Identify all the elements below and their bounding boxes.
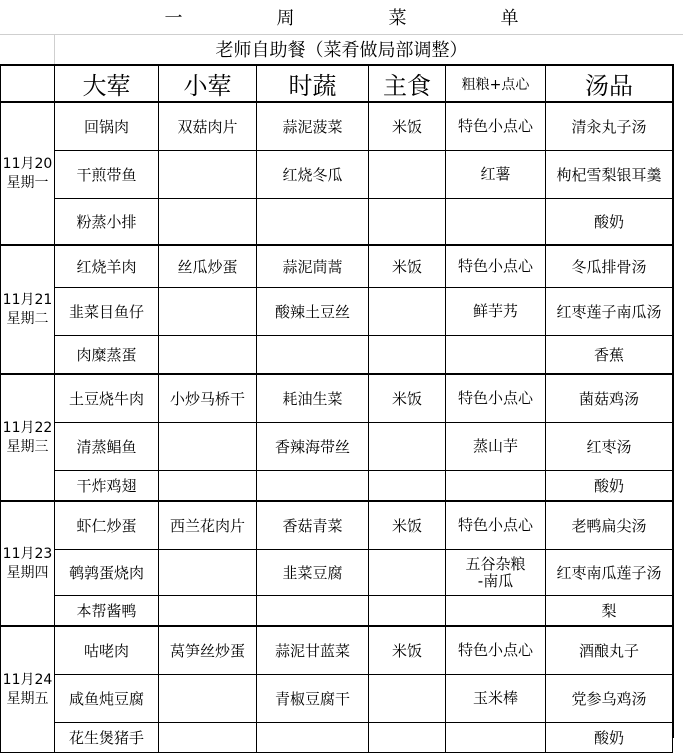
cell-soup[interactable]: 清汆丸子汤 bbox=[546, 102, 673, 151]
cell-main-meat[interactable]: 干炸鸡翅 bbox=[55, 471, 159, 502]
cell-soup[interactable]: 冬瓜排骨汤 bbox=[546, 245, 673, 288]
table-row bbox=[1, 151, 673, 199]
menu-table bbox=[0, 64, 673, 753]
cell-main-meat[interactable]: 红烧羊肉 bbox=[55, 245, 159, 288]
cell-grain-snack[interactable] bbox=[446, 336, 546, 375]
header-staple[interactable]: 主食 bbox=[369, 65, 446, 102]
cell-staple[interactable]: 米饭 bbox=[369, 102, 446, 151]
cell-grain-snack[interactable]: 红薯 bbox=[446, 151, 546, 199]
cell-staple[interactable] bbox=[369, 151, 446, 199]
cell-grain-snack[interactable]: 特色小点心 bbox=[446, 102, 546, 151]
cell-staple[interactable] bbox=[369, 550, 446, 596]
cell-main-meat[interactable]: 清蒸鲳鱼 bbox=[55, 423, 159, 471]
cell-vegetable[interactable] bbox=[257, 336, 369, 375]
cell-main-meat[interactable]: 花生煲猪手 bbox=[55, 723, 159, 753]
day-cell[interactable] bbox=[1, 102, 55, 245]
cell-main-meat[interactable]: 咸鱼炖豆腐 bbox=[55, 675, 159, 723]
header-day[interactable] bbox=[1, 65, 55, 102]
cell-vegetable[interactable] bbox=[257, 596, 369, 627]
cell-grain-snack[interactable] bbox=[446, 471, 546, 502]
cell-staple[interactable] bbox=[369, 199, 446, 246]
cell-grain-snack[interactable]: 特色小点心 bbox=[446, 374, 546, 423]
cell-staple[interactable]: 米饭 bbox=[369, 501, 446, 550]
cell-soup[interactable]: 酸奶 bbox=[546, 723, 673, 753]
cell-staple[interactable] bbox=[369, 288, 446, 336]
cell-minor-meat[interactable]: 小炒马桥干 bbox=[159, 374, 257, 423]
cell-staple[interactable] bbox=[369, 471, 446, 502]
table-row bbox=[1, 675, 673, 723]
day-cell[interactable] bbox=[1, 374, 55, 501]
header-soup[interactable]: 汤品 bbox=[546, 65, 673, 102]
cell-vegetable[interactable]: 香辣海带丝 bbox=[257, 423, 369, 471]
day-weekday: 星期四 bbox=[6, 564, 49, 581]
cell-minor-meat[interactable] bbox=[159, 550, 257, 596]
cell-minor-meat[interactable] bbox=[159, 471, 257, 502]
header-vegetable[interactable]: 时蔬 bbox=[257, 65, 369, 102]
header-row bbox=[1, 65, 673, 102]
table-row bbox=[1, 245, 673, 288]
table-row bbox=[1, 501, 673, 550]
cell-soup[interactable]: 枸杞雪梨银耳羹 bbox=[546, 151, 673, 199]
table-row bbox=[1, 550, 673, 596]
cell-vegetable[interactable] bbox=[257, 471, 369, 502]
cell-vegetable[interactable]: 蒜泥甘蓝菜 bbox=[257, 626, 369, 675]
header-minor-meat[interactable]: 小荤 bbox=[159, 65, 257, 102]
cell-soup[interactable]: 酸奶 bbox=[546, 471, 673, 502]
table-row bbox=[1, 423, 673, 471]
cell-staple[interactable] bbox=[369, 336, 446, 375]
day-date: 11月20 bbox=[2, 155, 53, 172]
day-date: 11月24 bbox=[2, 671, 53, 688]
cell-minor-meat[interactable] bbox=[159, 423, 257, 471]
table-row bbox=[1, 374, 673, 423]
table-row bbox=[1, 199, 673, 246]
day-weekday: 星期五 bbox=[6, 690, 49, 707]
table-row bbox=[1, 596, 673, 627]
cell-vegetable[interactable]: 青椒豆腐干 bbox=[257, 675, 369, 723]
cell-vegetable[interactable]: 蒜泥菠菜 bbox=[257, 102, 369, 151]
cell-vegetable[interactable]: 耗油生菜 bbox=[257, 374, 369, 423]
cell-main-meat[interactable]: 韭菜目鱼仔 bbox=[55, 288, 159, 336]
day-date: 11月23 bbox=[2, 545, 53, 562]
day-date: 11月21 bbox=[2, 291, 53, 308]
cell-minor-meat[interactable] bbox=[159, 288, 257, 336]
cell-grain-snack[interactable]: 特色小点心 bbox=[446, 626, 546, 675]
cell-main-meat[interactable]: 虾仁炒蛋 bbox=[55, 501, 159, 550]
cell-staple[interactable]: 米饭 bbox=[369, 245, 446, 288]
cell-vegetable[interactable]: 蒜泥茼蒿 bbox=[257, 245, 369, 288]
page-subtitle: 老师自助餐（菜肴做局部调整） bbox=[215, 40, 468, 61]
cell-staple[interactable]: 米饭 bbox=[369, 374, 446, 423]
cell-vegetable[interactable]: 酸辣土豆丝 bbox=[257, 288, 369, 336]
cell-minor-meat[interactable]: 丝瓜炒蛋 bbox=[159, 245, 257, 288]
cell-soup[interactable]: 红枣莲子南瓜汤 bbox=[546, 288, 673, 336]
cell-minor-meat[interactable] bbox=[159, 596, 257, 627]
cell-grain-snack[interactable]: 玉米棒 bbox=[446, 675, 546, 723]
cell-soup[interactable]: 红枣南瓜莲子汤 bbox=[546, 550, 673, 596]
table-row bbox=[1, 626, 673, 675]
cell-main-meat[interactable]: 回锅肉 bbox=[55, 102, 159, 151]
cell-minor-meat[interactable] bbox=[159, 151, 257, 199]
cell-grain-snack[interactable] bbox=[446, 596, 546, 627]
table-row bbox=[1, 336, 673, 375]
cell-minor-meat[interactable] bbox=[159, 675, 257, 723]
cell-vegetable[interactable]: 韭菜豆腐 bbox=[257, 550, 369, 596]
cell-staple[interactable]: 米饭 bbox=[369, 626, 446, 675]
table-row bbox=[1, 471, 673, 502]
day-cell[interactable] bbox=[1, 626, 55, 753]
cell-vegetable[interactable]: 红烧冬瓜 bbox=[257, 151, 369, 199]
cell-minor-meat[interactable] bbox=[159, 199, 257, 246]
cell-main-meat[interactable]: 肉糜蒸蛋 bbox=[55, 336, 159, 375]
day-cell[interactable] bbox=[1, 501, 55, 626]
cell-soup[interactable]: 酸奶 bbox=[546, 199, 673, 246]
cell-minor-meat[interactable] bbox=[159, 336, 257, 375]
cell-main-meat[interactable]: 本帮酱鸭 bbox=[55, 596, 159, 627]
cell-main-meat[interactable]: 干煎带鱼 bbox=[55, 151, 159, 199]
cell-staple[interactable] bbox=[369, 675, 446, 723]
cell-grain-snack[interactable]: 特色小点心 bbox=[446, 501, 546, 550]
day-weekday: 星期一 bbox=[6, 174, 49, 191]
header-main-meat[interactable]: 大荤 bbox=[55, 65, 159, 102]
cell-soup[interactable]: 酒酿丸子 bbox=[546, 626, 673, 675]
day-cell[interactable] bbox=[1, 245, 55, 374]
cell-main-meat[interactable]: 咕咾肉 bbox=[55, 626, 159, 675]
cell-grain-snack[interactable]: 鲜芋艿 bbox=[446, 288, 546, 336]
table-right-border bbox=[672, 64, 674, 738]
table-row bbox=[1, 102, 673, 151]
cell-vegetable[interactable] bbox=[257, 199, 369, 246]
table-row bbox=[1, 288, 673, 336]
cell-soup[interactable]: 菌菇鸡汤 bbox=[546, 374, 673, 423]
cell-soup[interactable]: 党参乌鸡汤 bbox=[546, 675, 673, 723]
cell-minor-meat[interactable]: 莴笋丝炒蛋 bbox=[159, 626, 257, 675]
cell-staple[interactable] bbox=[369, 423, 446, 471]
day-date: 11月22 bbox=[2, 419, 53, 436]
cell-minor-meat[interactable]: 西兰花肉片 bbox=[159, 501, 257, 550]
cell-soup[interactable]: 香蕉 bbox=[546, 336, 673, 375]
day-weekday: 星期三 bbox=[6, 438, 49, 455]
cell-main-meat[interactable]: 土豆烧牛肉 bbox=[55, 374, 159, 423]
cell-grain-snack[interactable]: 五谷杂粮 -南瓜 bbox=[446, 550, 546, 596]
day-weekday: 星期二 bbox=[6, 310, 49, 327]
cell-grain-snack[interactable] bbox=[446, 199, 546, 246]
cell-soup[interactable]: 红枣汤 bbox=[546, 423, 673, 471]
cell-main-meat[interactable]: 粉蒸小排 bbox=[55, 199, 159, 246]
cell-staple[interactable] bbox=[369, 596, 446, 627]
cell-grain-snack[interactable]: 特色小点心 bbox=[446, 245, 546, 288]
page-title: 一 周 菜 单 bbox=[164, 8, 557, 29]
cell-vegetable[interactable]: 香菇青菜 bbox=[257, 501, 369, 550]
cell-grain-snack[interactable]: 蒸山芋 bbox=[446, 423, 546, 471]
cell-soup[interactable]: 梨 bbox=[546, 596, 673, 627]
header-grain-snack[interactable]: 粗粮+点心 bbox=[446, 65, 546, 102]
cell-minor-meat[interactable]: 双菇肉片 bbox=[159, 102, 257, 151]
cell-soup[interactable]: 老鸭扁尖汤 bbox=[546, 501, 673, 550]
cell-main-meat[interactable]: 鹌鹑蛋烧肉 bbox=[55, 550, 159, 596]
